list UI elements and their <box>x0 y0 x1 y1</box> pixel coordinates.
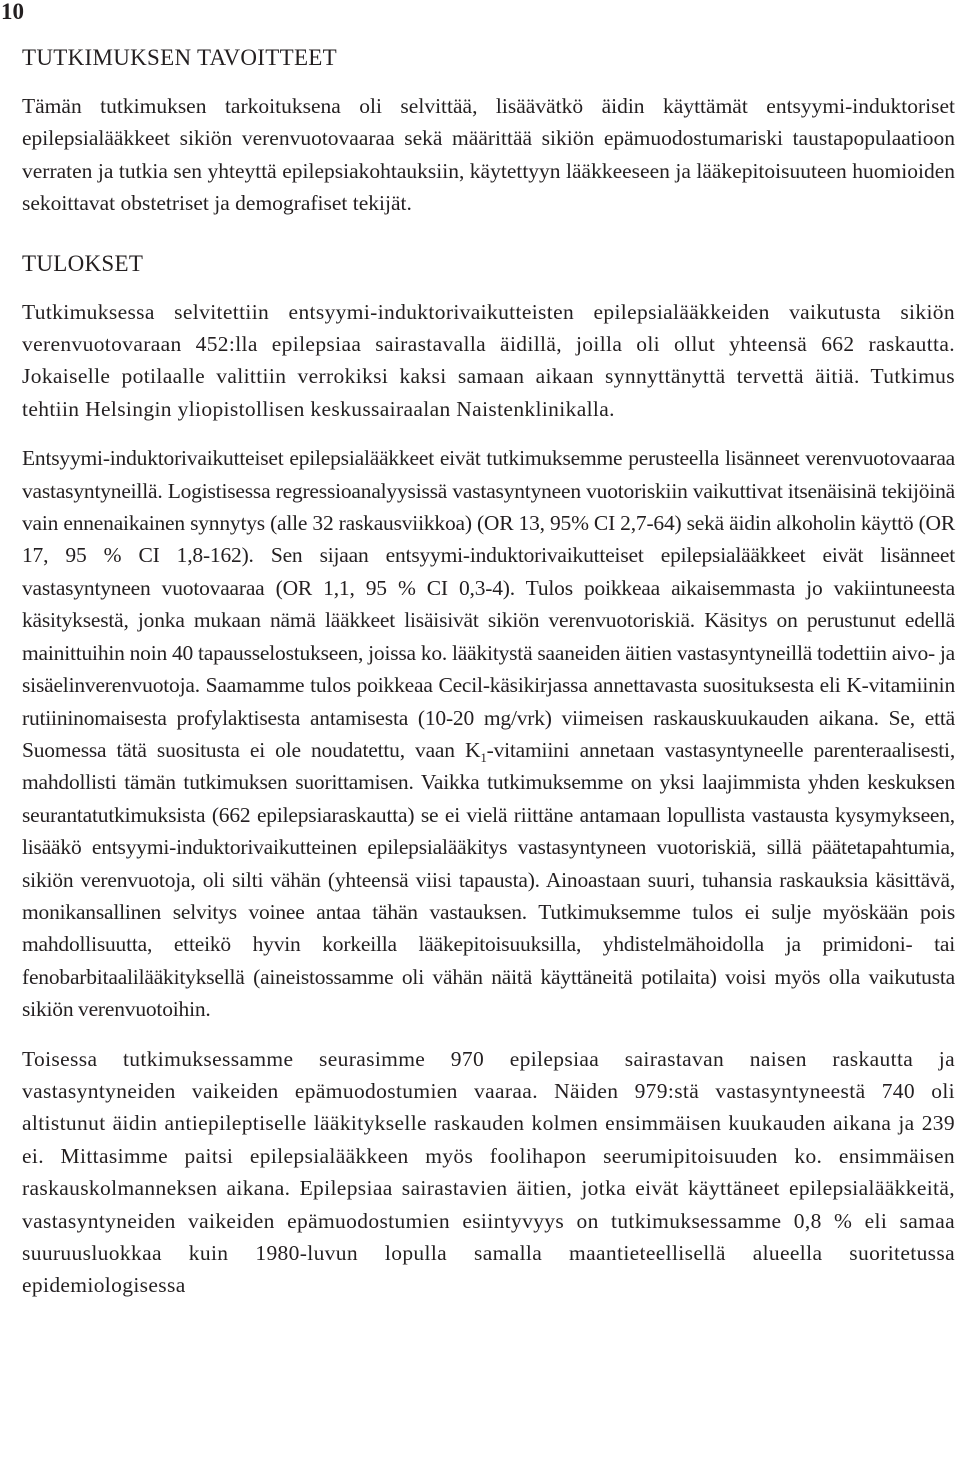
goals-paragraph: Tämän tutkimuksen tarkoituksena oli selvittää, lisäävätkö äidin käyttämät entsyymi-induktoriset epilepsialääkkeet sikiön verenvuotovaaraa sekä määrittää sikiön epämuodostumariski taustapopulaatioon verraten ja tutkia sen yhteyttä epilepsiakohtauksiin, käytettyyn lääkkeeseen ja lääkepitoisuuteen huomioiden sekoittavat obstetriset ja demografiset tekijät. <box>22 94 955 216</box>
page-content <box>22 44 955 1302</box>
results-paragraph-3: Toisessa tutkimuksessamme seurasimme 970 epilepsiaa sairastavan naisen raskautta ja vastasyntyneiden vaikeiden epämuodostumien vaaraa. Näiden 979:stä vastasyntyneestä 740 oli altistunut äidin antiepileptiselle lääkitykselle raskauden kolmen ensimmäisen kuukauden aikana ja 239 ei. Mittasimme paitsi epilepsialääkkeen myös foolihapon seerumipitoisuuden ko. ensimmäisen raskauskolmanneksen aikana. Epilepsiaa sairastavien äitien, jotka eivät käyttäneet epilepsialääkkeitä, vastasyntyneiden vaikeiden epämuodostumien esiintyvyys on tutkimuksessamme 0,8 % eli samaa suuruusluokkaa kuin 1980-luvun lopulla samalla maantieteellisellä alueella suoritetussa epidemiologisessa <box>22 1046 955 1298</box>
goals-heading: TUTKIMUKSEN TAVOITTEET <box>22 45 338 70</box>
page-number: 10 <box>1 0 24 24</box>
vitamin-k-subscript: 1 <box>480 749 487 765</box>
results-paragraph-1: Tutkimuksessa selvitettiin entsyymi-induktorivaikutteisten epilepsialääkkeiden vaikutusta sikiön verenvuotovaraan 452:lla epilepsiaa sairastavalla äidillä, joilla oli ollut yhteensä 662 raskautta. Jokaiselle potilaalle valittiin verrokiksi kaksi samaan aikaan synnyttänyttä tervettä äitiä. Tutkimus tehtiin Helsingin yliopistollisen keskussairaalan Naistenklinikalla. <box>22 299 955 421</box>
results-heading: TULOKSET <box>22 250 144 276</box>
results-paragraph-2 <box>22 442 955 1025</box>
results-paragraph-2-part-b: -vitamiini annetaan vastasyntyneelle parenteraalisesti, mahdollisti tämän tutkimuksen suorittamisen. Vaikka tutkimuksemme on yksi laajimmista yhden keskuksen seurantatutkimuksista (662 epilepsiaraskautta) se ei vielä riittäne antamaan lopullista vastausta kysymykseen, lisääkö entsyymi-induktorivaikutteinen epilepsialääkitys vastasyntyneen vuotoriskiä, sillä päätetapahtumia, sikiön verenvuotoja, oli silti vähän (yhteensä viisi tapausta). Ainoastaan suuri, tuhansia raskauksia käsittävä, monikansallinen selvitys voinee antaa tähän vastauksen. Tutkimuksemme tulos ei sulje myöskään pois mahdollisuutta, etteikö hyvin korkeilla lääkepitoisuuksilla, yhdistelmähoidolla ja primidoni- tai fenobarbitaalilääkityksellä (aineistossamme oli vähän näitä käyttäneitä potilaita) voisi myös olla vaikutusta sikiön verenvuotoihin. <box>22 737 955 1022</box>
results-paragraph-2-part-a: Entsyymi-induktorivaikutteiset epilepsialääkkeet eivät tutkimuksemme perusteella lisänneet verenvuotovaaraa vastasyntyneillä. Logistisessa regressioanalyysissä vastasyntyneen vuotoriskiin vaikuttivat itsenäisinä tekijöinä vain ennenaikainen synnytys (alle 32 raskausviikkoa) (OR 13, 95% CI 2,7-64) sekä äidin alkoholin käyttö (OR 17, 95 % CI 1,8-162). Sen sijaan entsyymi-induktorivaikutteiset epilepsialääkkeet eivät lisänneet vastasyntyneen vuotovaaraa (OR 1,1, 95 % CI 0,3-4). Tulos poikkeaa aikaisemmasta jo vakiintuneesta käsityksestä, jonka mukaan nämä lääkkeet lisäisivät sikiön verenvuotoriskiä. Käsitys on perustunut edellä mainittuihin noin 40 tapausselostukseen, joissa ko. lääkitystä saaneiden äitien vastasyntyneillä todettiin aivo- ja sisäelinverenvuotoja. Saamamme tulos poikkeaa Cecil-käsikirjassa annettavasta suosituksesta eli K-vitamiinin rutiininomaisesta profylaktisesta antamisesta (10-20 mg/vrk) viimeisen raskauskuukauden aikana. Se, että Suomessa tätä suositusta ei ole noudatettu, vaan K <box>22 446 955 762</box>
